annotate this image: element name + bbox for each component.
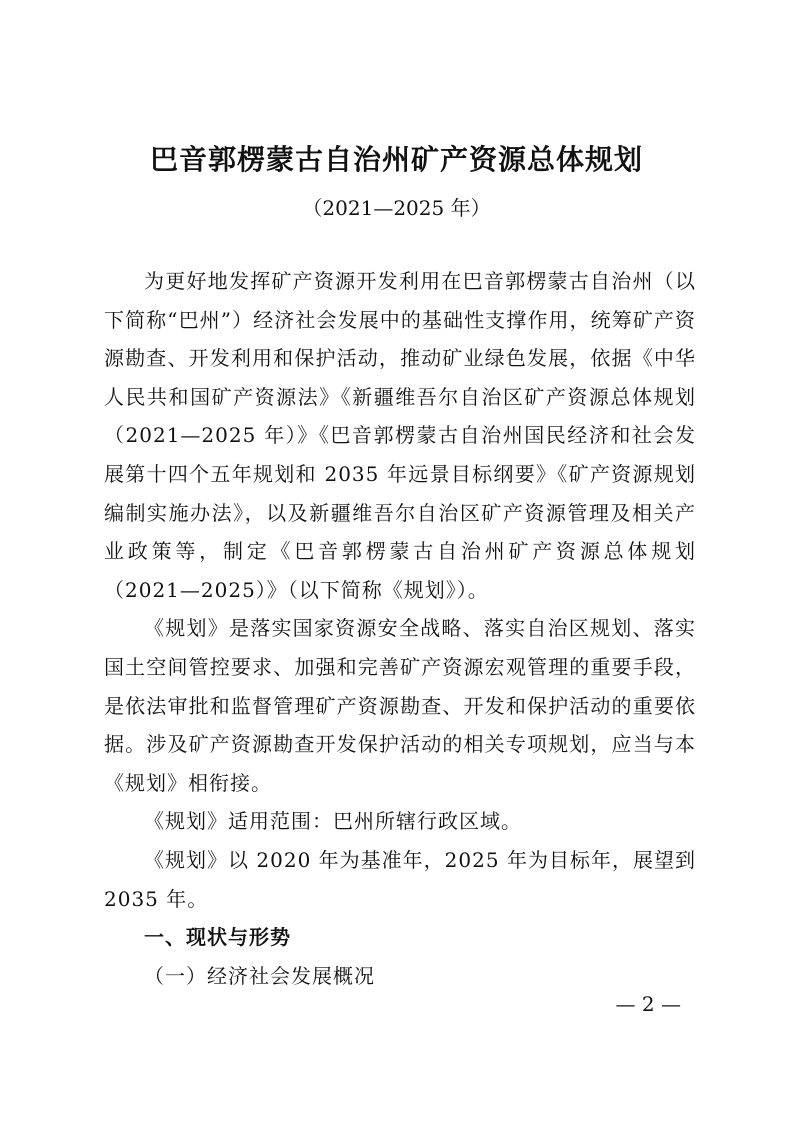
subsection-heading: （一）经济社会发展概况 — [144, 963, 375, 988]
document-subtitle: （2021—2025 年） — [302, 196, 491, 220]
paragraph-purpose: 《规划》是落实国家资源安全战略、落实自治区规划、落实国土空间管控要求、加强和完善矿产资源宏观管理的重要手段，是依法审批和监督管理矿产资源勘查、开发和保护活动的重要依据。涉及矿产资源勘查开发保护活动的相关专项规划，应当与本《规划》相衔接。 — [104, 616, 696, 795]
paragraph-period: 《规划》以 2020 年为基准年，2025 年为目标年，展望到 2035 年。 — [104, 847, 696, 911]
paragraph-scope: 《规划》适用范围：巴州所辖行政区域。 — [144, 809, 522, 834]
section-heading: 一、现状与形势 — [144, 925, 291, 950]
paragraph-intro: 为更好地发挥矿产资源开发利用在巴音郭楞蒙古自治州（以下简称“巴州”）经济社会发展中的基础性支撑作用，统筹矿产资源勘查、开发利用和保护活动，推动矿业绿色发展，依据《中华人民共和国矿产资源法》《新疆维吾尔自治区矿产资源总体规划（2021—2025 年）》《巴音郭楞蒙古自治州国民经济和社会发展第十四个五年规划和 2035 年远景目标纲要》《矿产资源规划编制实施办法》，以及新疆维吾尔自治区矿产资源管理及相关产业政策等，制定《巴音郭楞蒙古自治州矿产资源总体规划（2021—2025）》（以下简称《规划》）。 — [104, 269, 696, 602]
document-body — [104, 262, 696, 995]
document-title: 巴音郭楞蒙古自治州矿产资源总体规划 — [149, 143, 643, 176]
page-number: — 2 — — [615, 992, 681, 1016]
